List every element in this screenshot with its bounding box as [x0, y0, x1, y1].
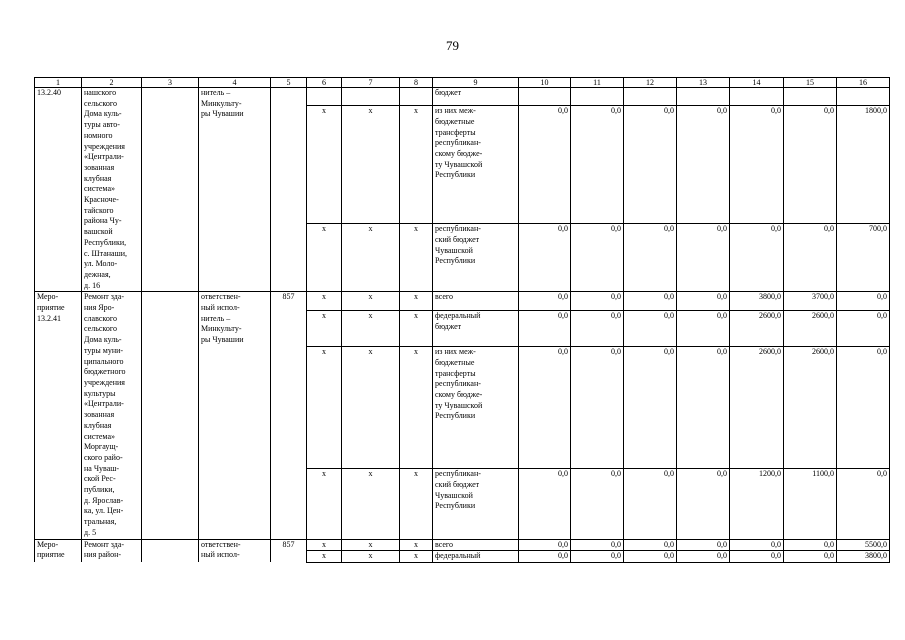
- cell-col6: x: [307, 292, 342, 311]
- cell-col5: 857: [271, 292, 307, 539]
- cell-col8: x: [400, 224, 433, 292]
- column-header-1: 1: [35, 78, 82, 88]
- cell-code: Меро- приятие: [35, 539, 82, 562]
- cell-source: республикан- ский бюджет Чувашской Республики: [433, 469, 519, 539]
- column-header-8: 8: [400, 78, 433, 88]
- column-header-4: 4: [199, 78, 271, 88]
- cell-value-12: [624, 88, 677, 106]
- cell-value-11: 0,0: [571, 292, 624, 311]
- budget-table: [34, 77, 890, 563]
- cell-col6: x: [307, 106, 342, 224]
- cell-value-16: 0,0: [837, 469, 890, 539]
- cell-value-13: 0,0: [677, 539, 730, 551]
- cell-value-14: 0,0: [730, 551, 784, 563]
- column-header-3: 3: [142, 78, 199, 88]
- cell-col7: x: [342, 539, 400, 551]
- column-header-13: 13: [677, 78, 730, 88]
- cell-executor: ответствен- ный испол- нитель – Минкульту- ры Чувашии: [199, 292, 271, 539]
- cell-col8: x: [400, 292, 433, 311]
- cell-name: Ремонт зда- ния район-: [82, 539, 142, 562]
- cell-source: федеральный бюджет: [433, 311, 519, 347]
- cell-code: 13.2.40: [35, 88, 82, 292]
- cell-col3: [142, 88, 199, 292]
- column-header-2: 2: [82, 78, 142, 88]
- cell-value-13: 0,0: [677, 469, 730, 539]
- column-header-12: 12: [624, 78, 677, 88]
- cell-col8: x: [400, 539, 433, 551]
- cell-value-10: 0,0: [519, 311, 571, 347]
- cell-col8: x: [400, 551, 433, 563]
- cell-col3: [142, 292, 199, 539]
- column-header-16: 16: [837, 78, 890, 88]
- cell-value-13: [677, 88, 730, 106]
- cell-value-11: 0,0: [571, 311, 624, 347]
- table-row: [35, 539, 890, 551]
- cell-value-16: [837, 88, 890, 106]
- cell-value-14: 2600,0: [730, 347, 784, 469]
- cell-executor: нитель – Минкульту- ры Чувашии: [199, 88, 271, 292]
- cell-source: из них меж- бюджетные трансферты республикан- скому бюдже- ту Чувашской Республики: [433, 347, 519, 469]
- table-row: [35, 88, 890, 106]
- cell-value-10: 0,0: [519, 292, 571, 311]
- cell-col6: x: [307, 551, 342, 563]
- cell-value-14: 0,0: [730, 106, 784, 224]
- column-header-7: 7: [342, 78, 400, 88]
- cell-value-12: 0,0: [624, 224, 677, 292]
- cell-value-14: 0,0: [730, 539, 784, 551]
- column-header-6: 6: [307, 78, 342, 88]
- cell-source: всего: [433, 292, 519, 311]
- cell-value-16: 3800,0: [837, 551, 890, 563]
- cell-col6: x: [307, 469, 342, 539]
- cell-value-13: 0,0: [677, 292, 730, 311]
- cell-value-12: 0,0: [624, 469, 677, 539]
- cell-col8: x: [400, 469, 433, 539]
- column-header-15: 15: [784, 78, 837, 88]
- cell-col8: x: [400, 106, 433, 224]
- cell-value-16: 0,0: [837, 311, 890, 347]
- cell-value-16: 1800,0: [837, 106, 890, 224]
- cell-value-15: 0,0: [784, 551, 837, 563]
- cell-value-10: 0,0: [519, 106, 571, 224]
- cell-col8: x: [400, 311, 433, 347]
- cell-value-11: 0,0: [571, 469, 624, 539]
- table-row: [35, 292, 890, 311]
- cell-source: республикан- ский бюджет Чувашской Республики: [433, 224, 519, 292]
- column-header-14: 14: [730, 78, 784, 88]
- cell-value-14: 2600,0: [730, 311, 784, 347]
- cell-col6: x: [307, 224, 342, 292]
- cell-col7: x: [342, 551, 400, 563]
- cell-value-15: 0,0: [784, 539, 837, 551]
- cell-value-12: 0,0: [624, 539, 677, 551]
- cell-value-14: [730, 88, 784, 106]
- cell-value-13: 0,0: [677, 311, 730, 347]
- cell-value-11: 0,0: [571, 551, 624, 563]
- page-number: 79: [446, 38, 459, 53]
- cell-col6: [307, 88, 342, 106]
- cell-value-13: 0,0: [677, 347, 730, 469]
- cell-col7: x: [342, 347, 400, 469]
- cell-col8: x: [400, 347, 433, 469]
- cell-col7: x: [342, 224, 400, 292]
- cell-col6: x: [307, 347, 342, 469]
- cell-value-11: [571, 88, 624, 106]
- cell-value-15: 1100,0: [784, 469, 837, 539]
- cell-source: всего: [433, 539, 519, 551]
- header-row: [35, 78, 890, 88]
- cell-col8: [400, 88, 433, 106]
- cell-col7: x: [342, 292, 400, 311]
- cell-executor: ответствен- ный испол-: [199, 539, 271, 562]
- cell-col6: x: [307, 311, 342, 347]
- cell-source: федеральный: [433, 551, 519, 563]
- cell-value-15: 0,0: [784, 106, 837, 224]
- cell-code: Меро- приятие 13.2.41: [35, 292, 82, 539]
- cell-value-11: 0,0: [571, 539, 624, 551]
- cell-col5: 857: [271, 539, 307, 562]
- cell-col7: x: [342, 106, 400, 224]
- cell-value-10: 0,0: [519, 551, 571, 563]
- cell-value-13: 0,0: [677, 551, 730, 563]
- cell-value-10: 0,0: [519, 539, 571, 551]
- cell-value-16: 5500,0: [837, 539, 890, 551]
- cell-col7: [342, 88, 400, 106]
- cell-value-14: 1200,0: [730, 469, 784, 539]
- column-header-10: 10: [519, 78, 571, 88]
- cell-value-12: 0,0: [624, 292, 677, 311]
- cell-value-13: 0,0: [677, 106, 730, 224]
- cell-name: Ремонт зда- ния Яро- славского сельского Дома куль- туры муни- ципального бюджетного учреждения культуры «Централи- зованная клубная система» Моргаущ- ского райо- на Чуваш- ской Рес- публики, д. Ярослав- ка, ул. Цен- тральная, д. 5: [82, 292, 142, 539]
- cell-value-15: 3700,0: [784, 292, 837, 311]
- cell-value-12: 0,0: [624, 347, 677, 469]
- cell-value-16: 0,0: [837, 347, 890, 469]
- cell-value-16: 0,0: [837, 292, 890, 311]
- cell-col6: x: [307, 539, 342, 551]
- cell-value-15: 0,0: [784, 224, 837, 292]
- cell-value-14: 0,0: [730, 224, 784, 292]
- cell-col7: x: [342, 311, 400, 347]
- cell-value-16: 700,0: [837, 224, 890, 292]
- cell-col3: [142, 539, 199, 562]
- cell-value-12: 0,0: [624, 551, 677, 563]
- cell-value-15: 2600,0: [784, 311, 837, 347]
- cell-value-12: 0,0: [624, 311, 677, 347]
- cell-value-10: 0,0: [519, 347, 571, 469]
- cell-col5: [271, 88, 307, 292]
- column-header-11: 11: [571, 78, 624, 88]
- cell-col7: x: [342, 469, 400, 539]
- cell-source: бюджет: [433, 88, 519, 106]
- cell-value-15: [784, 88, 837, 106]
- cell-value-11: 0,0: [571, 347, 624, 469]
- cell-value-11: 0,0: [571, 224, 624, 292]
- cell-source: из них меж- бюджетные трансферты республикан- скому бюдже- ту Чувашской Республики: [433, 106, 519, 224]
- cell-value-10: 0,0: [519, 469, 571, 539]
- column-header-5: 5: [271, 78, 307, 88]
- cell-value-12: 0,0: [624, 106, 677, 224]
- cell-name: нашского сельского Дома куль- туры авто- номного учреждения «Централи- зованная клубная система» Красноче- тайского района Чу- вашской Республики, с. Штанаши, ул. Моло- дежная, д. 16: [82, 88, 142, 292]
- column-header-9: 9: [433, 78, 519, 88]
- cell-value-10: 0,0: [519, 224, 571, 292]
- cell-value-11: 0,0: [571, 106, 624, 224]
- cell-value-15: 2600,0: [784, 347, 837, 469]
- cell-value-10: [519, 88, 571, 106]
- cell-value-14: 3800,0: [730, 292, 784, 311]
- cell-value-13: 0,0: [677, 224, 730, 292]
